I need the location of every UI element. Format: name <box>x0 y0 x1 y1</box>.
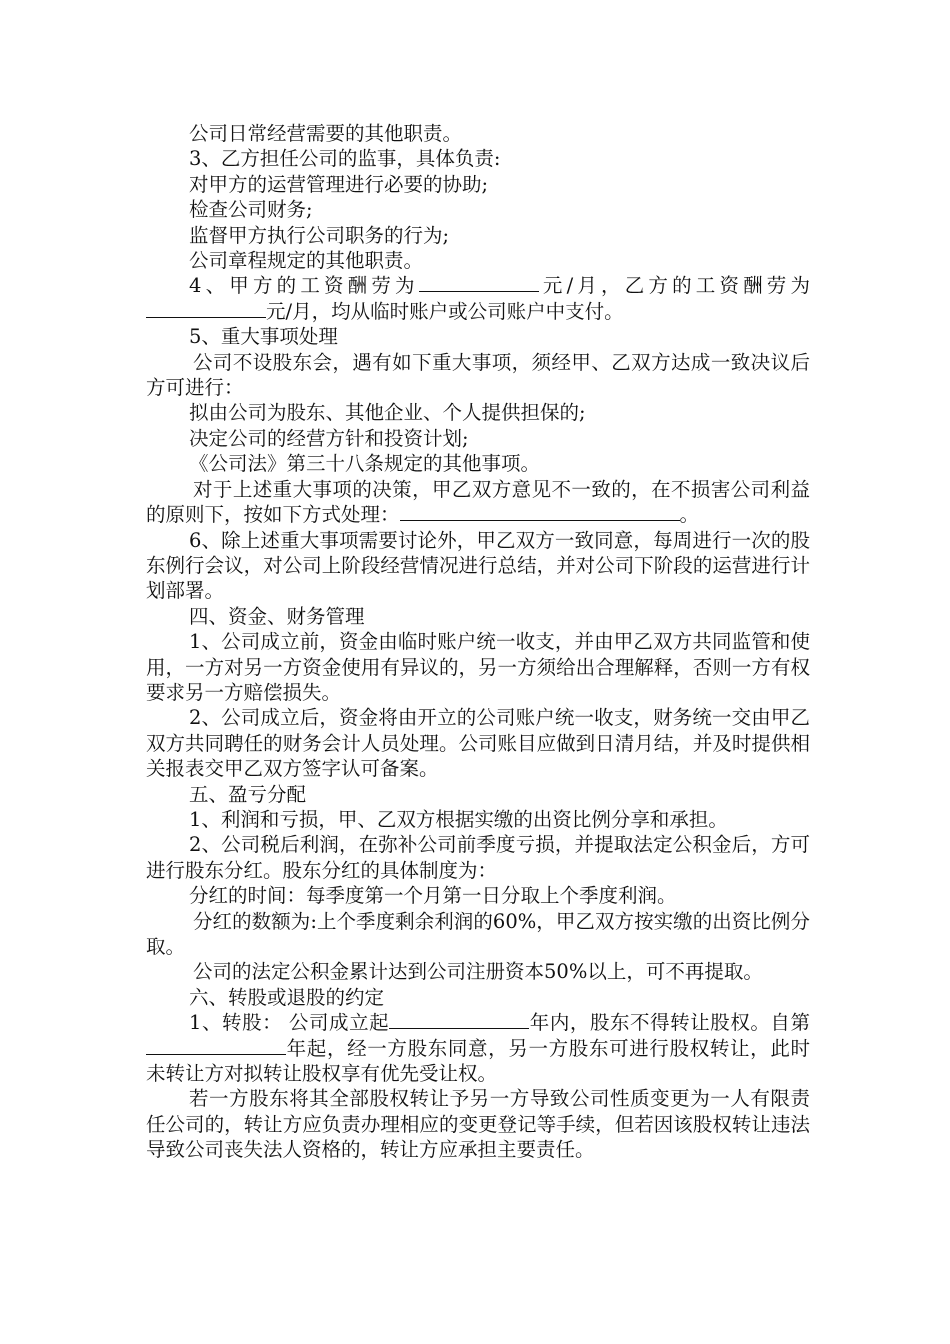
salary-text-a: 4、甲方的工资酬劳为 <box>189 274 419 298</box>
contract-text <box>146 121 810 1163</box>
section-heading: 六、转股或退股的约定 <box>189 985 385 1009</box>
list-item: 分红的数额为:上个季度剩余利润的60%，甲乙双方按实缴的出资比例分取。 <box>146 909 810 958</box>
salary-blank-party-a[interactable] <box>419 273 539 292</box>
transfer-text-b: 年内，股东不得转让股权。自第 <box>529 1011 810 1035</box>
paragraph: 公司的法定公积金累计达到公司注册资本50%以上，可不再提取。 <box>193 960 763 984</box>
paragraph: 公司不设股东会，遇有如下重大事项，须经甲、乙双方达成一致决议后方可进行： <box>146 350 810 400</box>
transfer-years-blank[interactable] <box>389 1010 529 1029</box>
list-item: 《公司法》第三十八条规定的其他事项。 <box>189 452 541 476</box>
list-item: 检查公司财务; <box>189 198 313 222</box>
clause-5-heading: 5、重大事项处理 <box>189 325 338 349</box>
list-item: 拟由公司为股东、其他企业、个人提供担保的; <box>189 401 586 425</box>
list-item: 对甲方的运营管理进行必要的协助; <box>189 172 489 196</box>
clause-3-heading: 3、乙方担任公司的监事，具体负责: <box>189 147 501 171</box>
transfer-text-c: 年起，经一方股东同意，另一方股东可进行股权转让，此时未转让方对拟转让股权享有优先受让权。 <box>146 1036 810 1086</box>
dispute-text: 对于上述重大事项的决策，甲乙双方意见不一致的，在不损害公司利益的原则下，按如下方式处理： <box>146 477 810 527</box>
salary-text-b: 元/月，乙方的工资酬劳为 <box>538 274 810 298</box>
list-item: 公司章程规定的其他职责。 <box>189 249 424 273</box>
paragraph: 若一方股东将其全部股权转让予另一方导致公司性质变更为一人有限责任公司的，转让方应负责办理相应的变更登记等手续，但若因该股权转让违法导致公司丧失法人资格的，转让方应承担主要责任。 <box>146 1087 810 1162</box>
paragraph <box>146 477 810 528</box>
list-item: 分红的时间：每季度第一个月第一日分取上个季度利润。 <box>189 884 677 908</box>
list-item: 决定公司的经营方针和投资计划; <box>189 426 469 450</box>
paragraph: 2、公司成立后，资金将由开立的公司账户统一收支，财务统一交由甲乙双方共同聘任的财务会计人员处理。公司账目应做到日清月结，并及时提供相关报表交甲乙双方签字认可备案。 <box>146 706 810 781</box>
share-transfer-clause <box>146 1010 810 1086</box>
salary-text-c: 元/月，均从临时账户或公司账户中支付。 <box>266 299 624 323</box>
section-heading: 五、盈亏分配 <box>189 782 307 806</box>
transfer-start-year-blank[interactable] <box>146 1036 286 1055</box>
paragraph: 2、公司税后利润，在弥补公司前季度亏损，并提取法定公积金后，方可进行股东分红。股东分红的具体制度为： <box>146 833 810 882</box>
dispute-end: 。 <box>679 503 700 527</box>
clause-4-salary <box>146 273 810 324</box>
salary-blank-party-b[interactable] <box>146 299 266 318</box>
paragraph: 1、利润和亏损，甲、乙双方根据实缴的出资比例分享和承担。 <box>189 807 728 831</box>
clause-6: 6、除上述重大事项需要讨论外，甲乙双方一致同意，每周进行一次的股东例行会议，对公司上阶段经营情况进行总结，并对公司下阶段的运营进行计划部署。 <box>146 528 810 603</box>
dispute-method-blank[interactable] <box>400 502 680 521</box>
paragraph: 1、公司成立前，资金由临时账户统一收支，并由甲乙双方共同监管和使用，一方对另一方资金使用有异议的，另一方须给出合理解释，否则一方有权要求另一方赔偿损失。 <box>146 630 810 704</box>
list-item: 监督甲方执行公司职务的行为; <box>189 223 450 247</box>
transfer-text-a: 1、转股： 公司成立起 <box>189 1011 390 1035</box>
section-heading: 四、资金、财务管理 <box>189 604 365 628</box>
paragraph: 公司日常经营需要的其他职责。 <box>189 122 463 145</box>
